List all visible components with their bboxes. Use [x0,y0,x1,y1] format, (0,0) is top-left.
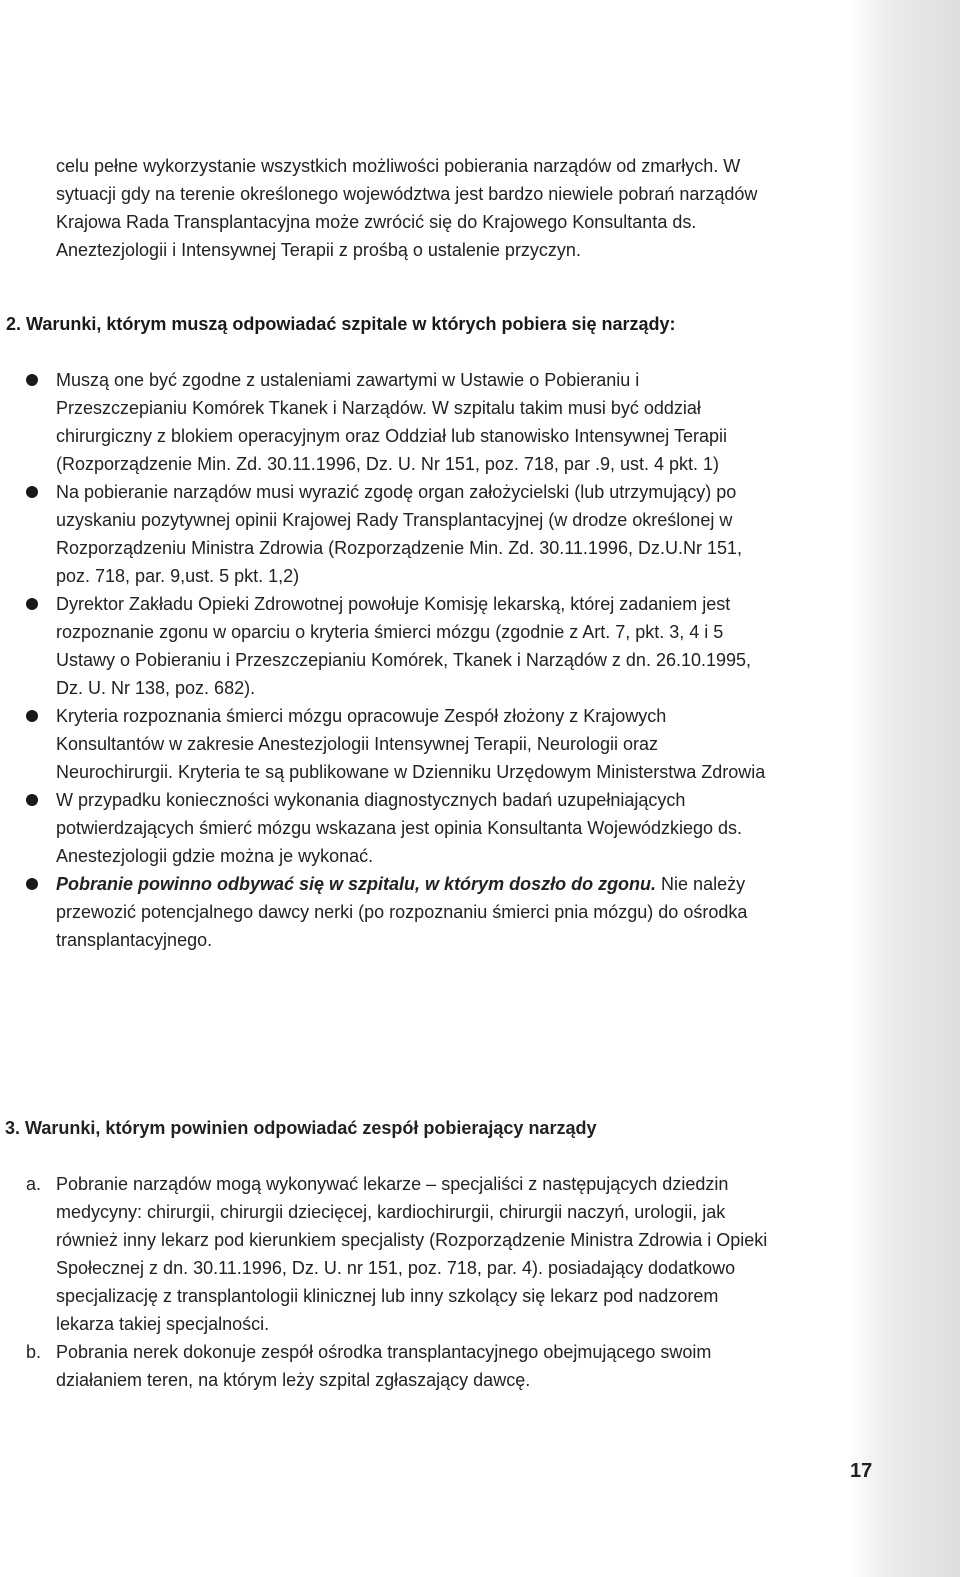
list-marker: a. [26,1174,42,1194]
bullet-icon [26,598,38,610]
list-item [26,1170,774,1338]
list-item [56,366,774,478]
list-item [56,786,774,870]
page-number: 17 [850,1460,873,1482]
emphasized-text: Pobranie powinno odbywać się w szpitalu, w którym doszło do zgonu. [56,874,657,894]
list-item-text: Pobranie narządów mogą wykonywać lekarze – specjaliści z następujących dziedzin medycyny: chirurgii, chirurgii dziecięcej, kardiochirurgii, chirurgii naczyń, urologii, jak również inny lekarz pod kierunkiem specjalisty (Rozporządzenie Ministra Zdrowia i Opieki Społecznej z dn. 30.11.1996, Dz. U. nr 151, poz. 718, par. 4). posiadający dodatkowo specjalizację z transplantologii klinicznej lub inny szkolący się lekarz pod nadzorem lekarza takiej specjalności. [56,1174,768,1334]
list-item-text: Na pobieranie narządów musi wyrazić zgodę organ założycielski (lub utrzymujący) po uzyskaniu pozytywnej opinii Krajowej Rady Transplantacyjnej (w drodze określonej w Rozporządzeniu Ministra Zdrowia (Rozporządzenie Min. Zd. 30.11.1996, Dz.U.Nr 151, poz. 718, par. 9,ust. 5 pkt. 1,2) [56,482,742,586]
list-item-text: Kryteria rozpoznania śmierci mózgu opracowuje Zespół złożony z Krajowych Konsultantów w zakresie Anestezjologii Intensywnej Terapii, Neurologii oraz Neurochirurgii. Kryteria te są publikowane w Dzienniku Urzędowym Ministerstwa Zdrowia [56,706,766,782]
list-marker: b. [26,1342,42,1362]
list-item [56,870,774,954]
list-item-text: Nie należy przewozić potencjalnego dawcy nerki (po rozpoznaniu śmierci pnia mózgu) do ośrodka transplantacyjnego. [56,874,748,950]
list-item-text: Pobrania nerek dokonuje zespół ośrodka transplantacyjnego obejmującego swoim działaniem teren, na którym leży szpital zgłaszający dawcę. [56,1342,712,1390]
list-item [56,702,774,786]
section-2-bullet-list [56,366,774,954]
section-3-list [26,1170,774,1394]
section-2-heading: 2. Warunki, którym muszą odpowiadać szpitale w których pobiera się narządy: [6,314,676,334]
page-body [6,152,774,954]
bullet-icon [26,794,38,806]
list-item [26,1338,774,1394]
intro-paragraph: celu pełne wykorzystanie wszystkich możliwości pobierania narządów od zmarłych. W sytuacji gdy na terenie określonego województwa jest bardzo niewiele pobrań narządów Krajowa Rada Transplantacyjna może zwrócić się do Krajowego Konsultanta ds. Aneztezjologii i Intensywnej Terapii z prośbą o ustalenie przyczyn. [56,156,758,260]
bullet-icon [26,878,38,890]
list-item [56,590,774,702]
bullet-icon [26,374,38,386]
section-3-heading: 3. Warunki, którym powinien odpowiadać zespół pobierający narządy [5,1118,597,1138]
list-item-text: W przypadku konieczności wykonania diagnostycznych badań uzupełniających potwierdzających śmierć mózgu wskazana jest opinia Konsultanta Wojewódzkiego ds. Anestezjologii gdzie można je wykonać. [56,790,743,866]
page-margin-band [848,0,960,1577]
bullet-icon [26,710,38,722]
bullet-icon [26,486,38,498]
list-item-text: Muszą one być zgodne z ustaleniami zawartymi w Ustawie o Pobieraniu i Przeszczepianiu Komórek Tkanek i Narządów. W szpitalu takim musi być oddział chirurgiczny z blokiem operacyjnym oraz Oddział lub stanowisko Intensywnej Terapii (Rozporządzenie Min. Zd. 30.11.1996, Dz. U. Nr 151, poz. 718, par .9, ust. 4 pkt. 1) [56,370,727,474]
list-item-text: Dyrektor Zakładu Opieki Zdrowotnej powołuje Komisję lekarską, której zadaniem jest rozpoznanie zgonu w oparciu o kryteria śmierci mózgu (zgodnie z Art. 7, pkt. 3, 4 i 5 Ustawy o Pobieraniu i Przeszczepianiu Komórek, Tkanek i Narządów z dn. 26.10.1995, Dz. U. Nr 138, poz. 682). [56,594,752,698]
list-item [56,478,774,590]
